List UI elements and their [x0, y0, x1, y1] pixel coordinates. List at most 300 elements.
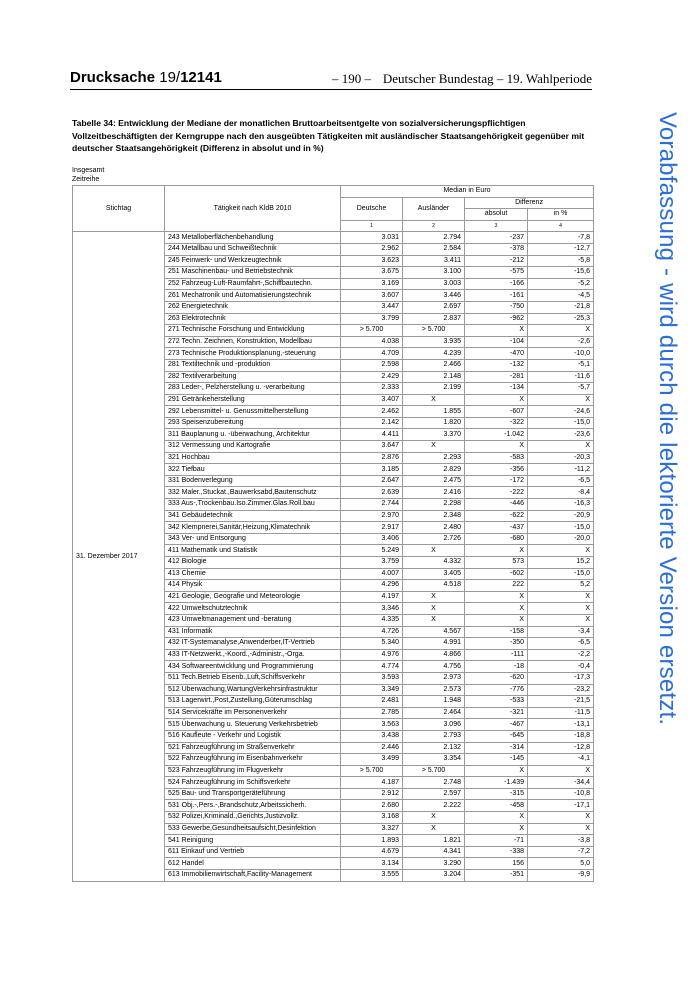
- deutsche-cell: 4.726: [341, 626, 403, 638]
- deutsche-cell: 4.296: [341, 580, 403, 592]
- auslaender-cell: 4.518: [403, 580, 465, 592]
- taetigkeit-cell: 333 Aus-,Trockenbau.Iso.Zimmer.Glas.Roll.bau: [165, 499, 341, 511]
- taetigkeit-cell: 432 IT-Systemanalyse,Anwenderber,IT-Vertrieb: [165, 638, 341, 650]
- taetigkeit-cell: 541 Reinigung: [165, 835, 341, 847]
- auslaender-cell: 1.821: [403, 835, 465, 847]
- taetigkeit-cell: 322 Tiefbau: [165, 464, 341, 476]
- auslaender-cell: 2.293: [403, 452, 465, 464]
- deutsche-cell: 3.169: [341, 278, 403, 290]
- header-auslaender: Ausländer: [403, 197, 465, 220]
- absolut-cell: -161: [465, 290, 528, 302]
- deutsche-cell: 3.607: [341, 290, 403, 302]
- auslaender-cell: X: [403, 823, 465, 835]
- taetigkeit-cell: 512 Überwachung,WartungVerkehrsinfrastruktur: [165, 684, 341, 696]
- auslaender-cell: 2.480: [403, 522, 465, 534]
- auslaender-cell: 2.584: [403, 243, 465, 255]
- absolut-cell: -1.439: [465, 777, 528, 789]
- prozent-cell: -21,8: [528, 301, 594, 313]
- absolut-cell: -351: [465, 870, 528, 882]
- absolut-cell: -338: [465, 846, 528, 858]
- taetigkeit-cell: 434 Softwareentwicklung und Programmierung: [165, 661, 341, 673]
- auslaender-cell: 2.697: [403, 301, 465, 313]
- prozent-cell: X: [528, 765, 594, 777]
- taetigkeit-cell: 411 Mathematik und Statistik: [165, 545, 341, 557]
- absolut-cell: -680: [465, 533, 528, 545]
- taetigkeit-cell: 341 Gebäudetechnik: [165, 510, 341, 522]
- absolut-cell: -470: [465, 348, 528, 360]
- auslaender-cell: 2.726: [403, 533, 465, 545]
- auslaender-cell: 4.567: [403, 626, 465, 638]
- auslaender-cell: X: [403, 591, 465, 603]
- taetigkeit-cell: 282 Textilverarbeitung: [165, 371, 341, 383]
- taetigkeit-cell: 421 Geologie, Geografie und Meteorologie: [165, 591, 341, 603]
- deutsche-cell: 4.197: [341, 591, 403, 603]
- absolut-cell: -111: [465, 649, 528, 661]
- auslaender-cell: X: [403, 614, 465, 626]
- deutsche-cell: 5.340: [341, 638, 403, 650]
- prozent-cell: -4,1: [528, 754, 594, 766]
- taetigkeit-cell: 244 Metallbau und Schweißtechnik: [165, 243, 341, 255]
- taetigkeit-cell: 311 Bauplanung u. -überwachung, Architektur: [165, 429, 341, 441]
- meta-insgesamt: Insgesamt: [72, 167, 105, 174]
- auslaender-cell: 3.290: [403, 858, 465, 870]
- absolut-cell: -356: [465, 464, 528, 476]
- taetigkeit-cell: 533 Gewerbe,Gesundheitsaufsicht,Desinfektion: [165, 823, 341, 835]
- prozent-cell: -15,0: [528, 522, 594, 534]
- absolut-cell: -145: [465, 754, 528, 766]
- prozent-cell: 5,0: [528, 858, 594, 870]
- prozent-cell: -13,1: [528, 719, 594, 731]
- header-taetigkeit: Tätigkeit nach KldB 2010: [165, 186, 341, 232]
- prozent-cell: -11,6: [528, 371, 594, 383]
- absolut-cell: -962: [465, 313, 528, 325]
- prozent-cell: 5,2: [528, 580, 594, 592]
- auslaender-cell: X: [403, 394, 465, 406]
- taetigkeit-cell: 514 Servicekräfte im Personenverkehr: [165, 707, 341, 719]
- auslaender-cell: 3.096: [403, 719, 465, 731]
- absolut-cell: -134: [465, 383, 528, 395]
- prozent-cell: -3,4: [528, 626, 594, 638]
- taetigkeit-cell: 431 Informatik: [165, 626, 341, 638]
- absolut-cell: -314: [465, 742, 528, 754]
- auslaender-cell: 3.370: [403, 429, 465, 441]
- prozent-cell: -15,0: [528, 568, 594, 580]
- auslaender-cell: 4.866: [403, 649, 465, 661]
- absolut-cell: X: [465, 325, 528, 337]
- prozent-cell: -7,8: [528, 232, 594, 244]
- prozent-cell: -2,2: [528, 649, 594, 661]
- taetigkeit-cell: 293 Speisenzubereitung: [165, 417, 341, 429]
- absolut-cell: -18: [465, 661, 528, 673]
- auslaender-cell: 2.348: [403, 510, 465, 522]
- auslaender-cell: 2.793: [403, 730, 465, 742]
- deutsche-cell: 4.411: [341, 429, 403, 441]
- taetigkeit-cell: 422 Umweltschutztechnik: [165, 603, 341, 615]
- deutsche-cell: 3.675: [341, 267, 403, 279]
- taetigkeit-cell: 243 Metalloberflächenbehandlung: [165, 232, 341, 244]
- deutsche-cell: 3.327: [341, 823, 403, 835]
- deutsche-cell: 2.333: [341, 383, 403, 395]
- auslaender-cell: 3.935: [403, 336, 465, 348]
- prozent-cell: -20,0: [528, 533, 594, 545]
- taetigkeit-cell: 343 Ver- und Entsorgung: [165, 533, 341, 545]
- taetigkeit-cell: 414 Physik: [165, 580, 341, 592]
- taetigkeit-cell: 273 Technische Produktionsplanung,-steuerung: [165, 348, 341, 360]
- absolut-cell: -222: [465, 487, 528, 499]
- prozent-cell: -6,5: [528, 475, 594, 487]
- deutsche-cell: 3.799: [341, 313, 403, 325]
- taetigkeit-cell: 524 Fahrzeugführung im Schiffsverkehr: [165, 777, 341, 789]
- deutsche-cell: 3.346: [341, 603, 403, 615]
- prozent-cell: X: [528, 812, 594, 824]
- deutsche-cell: 3.407: [341, 394, 403, 406]
- absolut-cell: X: [465, 603, 528, 615]
- deutsche-cell: 2.744: [341, 499, 403, 511]
- taetigkeit-cell: 271 Technische Forschung und Entwicklung: [165, 325, 341, 337]
- deutsche-cell: 3.185: [341, 464, 403, 476]
- deutsche-cell: > 5.700: [341, 765, 403, 777]
- deutsche-cell: 3.168: [341, 812, 403, 824]
- table-title: Tabelle 34: Entwicklung der Mediane der monatlichen Bruttoarbeitsentgelte von sozialversicherungspflichtigen Vollzeitbeschäftigten der Kerngruppe nach den ausgeübten Tätigkeiten mit ausländischer Staatsangehörigkeit gegenüber mit deutscher Staatsangehörigkeit (Differenz in absolut und in %): [72, 118, 585, 153]
- deutsche-cell: 3.031: [341, 232, 403, 244]
- deutsche-cell: 2.876: [341, 452, 403, 464]
- header-median: Median in Euro: [341, 186, 594, 198]
- data-table: [72, 185, 594, 882]
- prozent-cell: -24,6: [528, 406, 594, 418]
- auslaender-cell: 3.405: [403, 568, 465, 580]
- auslaender-cell: 4.332: [403, 557, 465, 569]
- absolut-cell: -776: [465, 684, 528, 696]
- taetigkeit-cell: 612 Handel: [165, 858, 341, 870]
- absolut-cell: 156: [465, 858, 528, 870]
- prozent-cell: -21,5: [528, 696, 594, 708]
- deutsche-cell: 3.555: [341, 870, 403, 882]
- absolut-cell: -71: [465, 835, 528, 847]
- prozent-cell: -6,5: [528, 638, 594, 650]
- absolut-cell: -172: [465, 475, 528, 487]
- absolut-cell: -237: [465, 232, 528, 244]
- deutsche-cell: 3.134: [341, 858, 403, 870]
- auslaender-cell: 3.354: [403, 754, 465, 766]
- prozent-cell: -12,7: [528, 243, 594, 255]
- deutsche-cell: 2.429: [341, 371, 403, 383]
- taetigkeit-cell: 251 Maschinenbau- und Betriebstechnik: [165, 267, 341, 279]
- absolut-cell: X: [465, 394, 528, 406]
- absolut-cell: X: [465, 765, 528, 777]
- auslaender-cell: 4.239: [403, 348, 465, 360]
- col-number: 3: [465, 220, 528, 232]
- taetigkeit-cell: 281 Textiltechnik und -produktion: [165, 359, 341, 371]
- absolut-cell: X: [465, 812, 528, 824]
- prozent-cell: -25,3: [528, 313, 594, 325]
- page-header: [70, 69, 592, 90]
- absolut-cell: -458: [465, 800, 528, 812]
- prozent-cell: -9,9: [528, 870, 594, 882]
- deutsche-cell: 3.447: [341, 301, 403, 313]
- taetigkeit-cell: 531 Obj.-,Pers.-,Brandschutz,Arbeitssicherh.: [165, 800, 341, 812]
- prozent-cell: -17,1: [528, 800, 594, 812]
- prozent-cell: X: [528, 614, 594, 626]
- absolut-cell: -602: [465, 568, 528, 580]
- header-differenz: Differenz: [465, 197, 594, 209]
- deutsche-cell: 3.563: [341, 719, 403, 731]
- absolut-cell: -583: [465, 452, 528, 464]
- prozent-cell: -15,0: [528, 417, 594, 429]
- auslaender-cell: 2.794: [403, 232, 465, 244]
- absolut-cell: -281: [465, 371, 528, 383]
- prozent-cell: X: [528, 603, 594, 615]
- taetigkeit-cell: 611 Einkauf und Vertrieb: [165, 846, 341, 858]
- absolut-cell: 222: [465, 580, 528, 592]
- deutsche-cell: 2.647: [341, 475, 403, 487]
- taetigkeit-cell: 522 Fahrzeugführung im Eisenbahnverkehr: [165, 754, 341, 766]
- absolut-cell: -1.042: [465, 429, 528, 441]
- absolut-cell: -212: [465, 255, 528, 267]
- absolut-cell: -322: [465, 417, 528, 429]
- deutsche-cell: 2.446: [341, 742, 403, 754]
- absolut-cell: -166: [465, 278, 528, 290]
- taetigkeit-cell: 331 Bodenverlegung: [165, 475, 341, 487]
- absolut-cell: X: [465, 591, 528, 603]
- prozent-cell: -20,3: [528, 452, 594, 464]
- prozent-cell: -23,6: [528, 429, 594, 441]
- deutsche-cell: 2.598: [341, 359, 403, 371]
- absolut-cell: -378: [465, 243, 528, 255]
- taetigkeit-cell: 263 Elektrotechnik: [165, 313, 341, 325]
- publisher-label: Deutscher Bundestag – 19. Wahlperiode: [382, 71, 592, 86]
- deutsche-cell: 4.709: [341, 348, 403, 360]
- header-absolut: absolut: [465, 209, 528, 221]
- absolut-cell: -321: [465, 707, 528, 719]
- absolut-cell: 573: [465, 557, 528, 569]
- auslaender-cell: 4.991: [403, 638, 465, 650]
- taetigkeit-cell: 262 Energietechnik: [165, 301, 341, 313]
- deutsche-cell: 3.406: [341, 533, 403, 545]
- prozent-cell: -0,4: [528, 661, 594, 673]
- col-number: 4: [528, 220, 594, 232]
- meta-zeitreihe: Zeitreihe: [72, 176, 100, 183]
- auslaender-cell: > 5.700: [403, 765, 465, 777]
- auslaender-cell: 4.756: [403, 661, 465, 673]
- auslaender-cell: 1.855: [403, 406, 465, 418]
- auslaender-cell: 2.837: [403, 313, 465, 325]
- deutsche-cell: 2.912: [341, 788, 403, 800]
- prozent-cell: X: [528, 441, 594, 453]
- prozent-cell: -12,8: [528, 742, 594, 754]
- auslaender-cell: X: [403, 603, 465, 615]
- col-number: 2: [403, 220, 465, 232]
- deutsche-cell: 3.349: [341, 684, 403, 696]
- auslaender-cell: > 5.700: [403, 325, 465, 337]
- page-number: – 190 –: [332, 71, 371, 86]
- taetigkeit-cell: 521 Fahrzeugführung im Straßenverkehr: [165, 742, 341, 754]
- deutsche-cell: 2.917: [341, 522, 403, 534]
- deutsche-cell: 4.187: [341, 777, 403, 789]
- prozent-cell: X: [528, 394, 594, 406]
- deutsche-cell: 3.759: [341, 557, 403, 569]
- auslaender-cell: 2.829: [403, 464, 465, 476]
- table-row: [73, 232, 594, 244]
- prozent-cell: -10,8: [528, 788, 594, 800]
- absolut-cell: X: [465, 441, 528, 453]
- prozent-cell: -4,5: [528, 290, 594, 302]
- prozent-cell: -20,9: [528, 510, 594, 522]
- taetigkeit-cell: 245 Feinwerk- und Werkzeugtechnik: [165, 255, 341, 267]
- absolut-cell: -315: [465, 788, 528, 800]
- prozent-cell: -2,6: [528, 336, 594, 348]
- deutsche-cell: 2.680: [341, 800, 403, 812]
- document-number: Drucksache 19/12141: [70, 69, 222, 86]
- taetigkeit-cell: 292 Lebensmittel- u. Genussmittelherstellung: [165, 406, 341, 418]
- auslaender-cell: 2.475: [403, 475, 465, 487]
- absolut-cell: -750: [465, 301, 528, 313]
- absolut-cell: -132: [465, 359, 528, 371]
- taetigkeit-cell: 332 Maler.,Stuckat.,Bauwerksabd,Bautenschutz: [165, 487, 341, 499]
- taetigkeit-cell: 321 Hochbau: [165, 452, 341, 464]
- taetigkeit-cell: 525 Bau- und Transportgeräteführung: [165, 788, 341, 800]
- taetigkeit-cell: 515 Überwachung u. Steuerung Verkehrsbetrieb: [165, 719, 341, 731]
- absolut-cell: -467: [465, 719, 528, 731]
- prozent-cell: X: [528, 325, 594, 337]
- deutsche-cell: 3.623: [341, 255, 403, 267]
- deutsche-cell: 2.462: [341, 406, 403, 418]
- absolut-cell: -437: [465, 522, 528, 534]
- deutsche-cell: 2.481: [341, 696, 403, 708]
- auslaender-cell: X: [403, 441, 465, 453]
- deutsche-cell: 5.249: [341, 545, 403, 557]
- absolut-cell: -622: [465, 510, 528, 522]
- taetigkeit-cell: 291 Getränkeherstellung: [165, 394, 341, 406]
- taetigkeit-cell: 423 Umweltmanagement und -beratung: [165, 614, 341, 626]
- prozent-cell: -15,6: [528, 267, 594, 279]
- absolut-cell: -104: [465, 336, 528, 348]
- auslaender-cell: 2.132: [403, 742, 465, 754]
- draft-watermark: Vorabfassung - wird durch die lektorierte Version ersetzt.: [654, 112, 681, 726]
- prozent-cell: X: [528, 823, 594, 835]
- taetigkeit-cell: 523 Fahrzeugführung im Flugverkehr: [165, 765, 341, 777]
- taetigkeit-cell: 516 Kaufleute - Verkehr und Logistik: [165, 730, 341, 742]
- taetigkeit-cell: 433 IT-Netzwerkt.,-Koord.,-Administr.,-Orga.: [165, 649, 341, 661]
- absolut-cell: -620: [465, 672, 528, 684]
- absolut-cell: -607: [465, 406, 528, 418]
- prozent-cell: -10,0: [528, 348, 594, 360]
- prozent-cell: -16,3: [528, 499, 594, 511]
- auslaender-cell: 3.411: [403, 255, 465, 267]
- taetigkeit-cell: 511 Tech.Betrieb Eisenb.,Luft,Schiffsverkehr: [165, 672, 341, 684]
- auslaender-cell: 3.446: [403, 290, 465, 302]
- deutsche-cell: 3.499: [341, 754, 403, 766]
- auslaender-cell: 2.973: [403, 672, 465, 684]
- deutsche-cell: > 5.700: [341, 325, 403, 337]
- taetigkeit-cell: 613 Immobilienwirtschaft,Facility-Management: [165, 870, 341, 882]
- prozent-cell: -7,2: [528, 846, 594, 858]
- header-stichtag: Stichtag: [73, 186, 165, 232]
- absolut-cell: X: [465, 823, 528, 835]
- absolut-cell: X: [465, 614, 528, 626]
- prozent-cell: -23,2: [528, 684, 594, 696]
- prozent-cell: 15,2: [528, 557, 594, 569]
- taetigkeit-cell: 312 Vermessung und Kartografie: [165, 441, 341, 453]
- deutsche-cell: 4.038: [341, 336, 403, 348]
- deutsche-cell: 3.438: [341, 730, 403, 742]
- prozent-cell: -17,3: [528, 672, 594, 684]
- absolut-cell: -645: [465, 730, 528, 742]
- auslaender-cell: 2.298: [403, 499, 465, 511]
- auslaender-cell: 1.820: [403, 417, 465, 429]
- auslaender-cell: 2.222: [403, 800, 465, 812]
- auslaender-cell: 2.199: [403, 383, 465, 395]
- prozent-cell: -5,8: [528, 255, 594, 267]
- auslaender-cell: 2.148: [403, 371, 465, 383]
- deutsche-cell: 3.647: [341, 441, 403, 453]
- deutsche-cell: 4.007: [341, 568, 403, 580]
- prozent-cell: X: [528, 591, 594, 603]
- absolut-cell: -158: [465, 626, 528, 638]
- deutsche-cell: 3.593: [341, 672, 403, 684]
- header-deutsche: Deutsche: [341, 197, 403, 220]
- deutsche-cell: 2.142: [341, 417, 403, 429]
- auslaender-cell: 2.573: [403, 684, 465, 696]
- prozent-cell: -8,4: [528, 487, 594, 499]
- prozent-cell: -5,1: [528, 359, 594, 371]
- deutsche-cell: 2.639: [341, 487, 403, 499]
- taetigkeit-cell: 252 Fahrzeug-Luft-Raumfahrt-,Schiffbautechn.: [165, 278, 341, 290]
- auslaender-cell: 2.748: [403, 777, 465, 789]
- col-number: 1: [341, 220, 403, 232]
- deutsche-cell: 2.785: [341, 707, 403, 719]
- prozent-cell: -34,4: [528, 777, 594, 789]
- stichtag-cell: 31. Dezember 2017: [73, 232, 165, 881]
- auslaender-cell: 3.100: [403, 267, 465, 279]
- deutsche-cell: 4.679: [341, 846, 403, 858]
- auslaender-cell: 1.948: [403, 696, 465, 708]
- absolut-cell: X: [465, 545, 528, 557]
- taetigkeit-cell: 283 Leder-, Pelzherstellung u. -verarbeitung: [165, 383, 341, 395]
- auslaender-cell: 2.466: [403, 359, 465, 371]
- auslaender-cell: 3.003: [403, 278, 465, 290]
- taetigkeit-cell: 342 Klempnerei,Sanitär,Heizung,Klimatechnik: [165, 522, 341, 534]
- deutsche-cell: 2.970: [341, 510, 403, 522]
- header-in-prozent: in %: [528, 209, 594, 221]
- absolut-cell: -446: [465, 499, 528, 511]
- auslaender-cell: 2.464: [403, 707, 465, 719]
- auslaender-cell: 4.341: [403, 846, 465, 858]
- prozent-cell: -11,2: [528, 464, 594, 476]
- auslaender-cell: 2.416: [403, 487, 465, 499]
- absolut-cell: -350: [465, 638, 528, 650]
- taetigkeit-cell: 272 Techn. Zeichnen, Konstruktion, Modellbau: [165, 336, 341, 348]
- auslaender-cell: X: [403, 545, 465, 557]
- absolut-cell: -575: [465, 267, 528, 279]
- prozent-cell: -18,8: [528, 730, 594, 742]
- prozent-cell: -5,2: [528, 278, 594, 290]
- prozent-cell: -11,5: [528, 707, 594, 719]
- taetigkeit-cell: 532 Polizei,Kriminald.,Gerichts,Justizvollz.: [165, 812, 341, 824]
- prozent-cell: -3,8: [528, 835, 594, 847]
- auslaender-cell: 2.597: [403, 788, 465, 800]
- prozent-cell: -5,7: [528, 383, 594, 395]
- deutsche-cell: 4.335: [341, 614, 403, 626]
- auslaender-cell: X: [403, 812, 465, 824]
- auslaender-cell: 3.204: [403, 870, 465, 882]
- taetigkeit-cell: 261 Mechatronik und Automatisierungstechnik: [165, 290, 341, 302]
- taetigkeit-cell: 413 Chemie: [165, 568, 341, 580]
- prozent-cell: X: [528, 545, 594, 557]
- deutsche-cell: 1.893: [341, 835, 403, 847]
- absolut-cell: -533: [465, 696, 528, 708]
- deutsche-cell: 4.774: [341, 661, 403, 673]
- deutsche-cell: 2.962: [341, 243, 403, 255]
